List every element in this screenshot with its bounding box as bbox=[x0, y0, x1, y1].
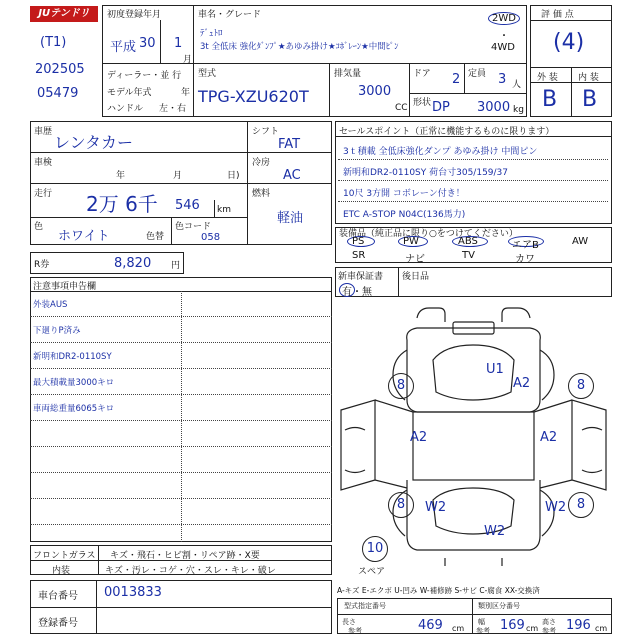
ac-label: 冷房 bbox=[252, 158, 271, 168]
color-change-label: 色替 bbox=[146, 232, 165, 242]
color-code: 058 bbox=[201, 232, 221, 243]
inspection-day-unit: 日) bbox=[227, 171, 240, 181]
mileage-unit: km bbox=[217, 205, 231, 215]
first-reg-label: 初度登録年月 bbox=[107, 10, 162, 20]
mark-a2-right: A2 bbox=[540, 430, 558, 445]
length-ref: 参考 bbox=[348, 627, 362, 635]
mark-u1: U1 bbox=[486, 362, 504, 377]
warranty-value: 有・無 bbox=[342, 287, 372, 298]
capacity-label: 定員 bbox=[468, 69, 487, 79]
lot-number: 202505 bbox=[35, 62, 85, 77]
glass-label: フロントガラス bbox=[33, 551, 96, 561]
equip-pw: PW bbox=[403, 236, 419, 247]
equip-tv: TV bbox=[462, 250, 475, 261]
seq-number: 05479 bbox=[37, 86, 79, 101]
spare-tire: 10 bbox=[362, 536, 388, 562]
fuel-label: 燃料 bbox=[252, 189, 271, 199]
model-code: TPG-XZU620T bbox=[198, 87, 309, 106]
inspection-year-unit: 年 bbox=[116, 171, 126, 181]
note-line-5: 車両総重量6065キロ bbox=[33, 404, 115, 414]
interior-label: 内 装 bbox=[578, 73, 599, 83]
notes-label: 注意事項申告欄 bbox=[33, 282, 97, 292]
recycle-value: 8,820 bbox=[114, 256, 152, 271]
selling-points-label: セールスポイント（正常に機能するものに限ります） bbox=[339, 127, 555, 137]
selling-point-2: 新明和DR2-0110SY 荷台寸305/159/37 bbox=[343, 168, 509, 178]
mileage-value: 2万 6千 bbox=[86, 192, 158, 216]
shape-label: 形状 bbox=[413, 98, 432, 108]
width-value: 169 bbox=[500, 618, 525, 633]
equip-sr: SR bbox=[352, 250, 366, 261]
auction-logo: JUテンドリ bbox=[30, 6, 98, 22]
lot-code: (T1) bbox=[40, 35, 67, 50]
mark-a2-top: A2 bbox=[513, 376, 531, 391]
displacement-unit: CC bbox=[395, 103, 408, 113]
displacement-label: 排気量 bbox=[334, 69, 362, 79]
tire-rear-right: 8 bbox=[568, 492, 594, 518]
spare-label: スペア bbox=[358, 567, 386, 577]
selling-point-4: ETC A-STOP N04C(136馬力) bbox=[343, 210, 466, 220]
width-ref: 参考 bbox=[476, 627, 490, 635]
inspection-month-unit: 月 bbox=[173, 171, 183, 181]
equip-ps: PS bbox=[352, 236, 365, 247]
model-year-unit: 年 bbox=[181, 88, 191, 98]
car-grade: 3t 全低床 強化ﾀﾞﾝﾌﾟ★あゆみ掛け★ｺﾎﾞﾚｰﾝ★中間ﾋﾟﾝ bbox=[200, 42, 399, 52]
mark-w2-right: W2 bbox=[545, 500, 567, 515]
recycle-box bbox=[30, 252, 184, 274]
height-unit: cm bbox=[595, 624, 608, 633]
drive-2wd: 2WD bbox=[488, 12, 520, 25]
tire-front-left: 8 bbox=[388, 373, 414, 399]
cert-label: 型式指定番号 bbox=[344, 602, 386, 610]
model-year-label: モデル年式 bbox=[107, 88, 152, 98]
width-unit: cm bbox=[526, 624, 539, 633]
equip-aw: AW bbox=[572, 236, 589, 247]
length-label: 長さ bbox=[342, 618, 356, 626]
exterior-label: 外 装 bbox=[537, 73, 558, 83]
displacement-value: 3000 bbox=[358, 84, 392, 99]
rating-score: (4) bbox=[553, 30, 585, 55]
fuel-value: 軽油 bbox=[277, 211, 304, 226]
color-label: 色 bbox=[34, 222, 44, 232]
usage-label: 車歴 bbox=[34, 127, 53, 137]
color-code-label: 色コード bbox=[175, 222, 212, 232]
doors-value: 2 bbox=[452, 72, 461, 87]
mileage-label: 走行 bbox=[34, 189, 53, 199]
recycle-label: R券 bbox=[34, 260, 50, 270]
shape-value: DP bbox=[432, 100, 450, 115]
length-unit: cm bbox=[452, 624, 465, 633]
chassis-label: 車台番号 bbox=[38, 591, 78, 602]
doors-label: ドア bbox=[413, 69, 431, 79]
dealer-label: ディーラー・並 行 bbox=[107, 71, 182, 81]
drive-sep: ・ bbox=[499, 31, 509, 42]
handle-label: ハンドル bbox=[107, 104, 144, 114]
height-ref: 参考 bbox=[542, 627, 556, 635]
mark-w2-bottom: W2 bbox=[484, 524, 506, 539]
equip-abs: ABS bbox=[458, 236, 478, 247]
inspection-label: 車検 bbox=[34, 158, 53, 168]
model-label: 型式 bbox=[198, 69, 217, 79]
interior-cond-label: 内装 bbox=[52, 566, 71, 576]
selling-point-3: 10尺 3方開 コボレーン付き！ bbox=[343, 189, 465, 199]
note-line-3: 新明和DR2-0110SY bbox=[33, 352, 112, 362]
warranty-label: 新車保証書 bbox=[338, 272, 384, 282]
first-reg-era: 平成 bbox=[110, 40, 137, 55]
load-value: 3000 bbox=[477, 100, 511, 115]
length-value: 469 bbox=[418, 618, 443, 633]
color-value: ホワイト bbox=[58, 229, 110, 244]
tire-rear-left: 8 bbox=[388, 492, 414, 518]
first-reg-year: 30 bbox=[139, 36, 156, 51]
ac-value: AC bbox=[283, 168, 301, 183]
recycle-unit: 円 bbox=[171, 261, 181, 271]
shift-value: FAT bbox=[278, 137, 301, 152]
chassis-number: 0013833 bbox=[104, 585, 162, 600]
class-label: 類別区分番号 bbox=[478, 602, 520, 610]
height-value: 196 bbox=[566, 618, 591, 633]
note-line-1: 外装AUS bbox=[33, 300, 68, 310]
car-name: ﾃﾞｭﾄﾛ bbox=[200, 29, 223, 39]
next-items-label: 後日品 bbox=[402, 272, 430, 282]
mileage-sub: 546 bbox=[175, 198, 200, 213]
glass-value: キズ・飛石・ヒビ割・リペア跡・X要 bbox=[110, 551, 260, 561]
equip-airbag: エアB bbox=[512, 240, 539, 251]
height-label: 高さ bbox=[542, 618, 556, 626]
handle-value: 左・右 bbox=[159, 104, 187, 114]
damage-legend: A-キズ E-エクボ U-凹み W-補修跡 S-サビ C-腐食 XX-交換済 bbox=[337, 586, 540, 595]
first-reg-month-unit: 月 bbox=[183, 55, 193, 65]
equip-leather: カワ bbox=[515, 254, 535, 265]
equipment-label: 装備品（純正品に限り○をつけてください） bbox=[339, 229, 518, 239]
equip-navi: ナビ bbox=[405, 254, 425, 265]
rating-label: 評 価 点 bbox=[541, 10, 574, 20]
load-unit: kg bbox=[513, 105, 524, 115]
mark-a2-left: A2 bbox=[410, 430, 428, 445]
interior-grade: B bbox=[582, 87, 598, 112]
note-line-2: 下廻りP済み bbox=[33, 326, 81, 336]
selling-point-1: 3ｔ積載 全低床強化ダンプ あゆみ掛け 中間ピン bbox=[343, 147, 538, 157]
capacity-unit: 人 bbox=[512, 80, 522, 90]
drive-4wd: 4WD bbox=[491, 42, 515, 53]
note-line-4: 最大積載量3000キロ bbox=[33, 378, 115, 388]
first-reg-month: 1 bbox=[174, 36, 183, 51]
tire-front-right: 8 bbox=[568, 373, 594, 399]
exterior-grade: B bbox=[542, 87, 558, 112]
width-label: 幅 bbox=[478, 618, 485, 626]
car-name-label: 車名・グレード bbox=[198, 10, 262, 20]
capacity-value: 3 bbox=[498, 72, 507, 87]
interior-cond-value: キズ・汚レ・コゲ・穴・スレ・キレ・破レ bbox=[105, 566, 276, 576]
mark-w2-left: W2 bbox=[425, 500, 447, 515]
usage-value: レンタカー bbox=[54, 133, 133, 152]
reg-no-label: 登録番号 bbox=[38, 618, 78, 629]
shift-label: シフト bbox=[252, 127, 280, 137]
